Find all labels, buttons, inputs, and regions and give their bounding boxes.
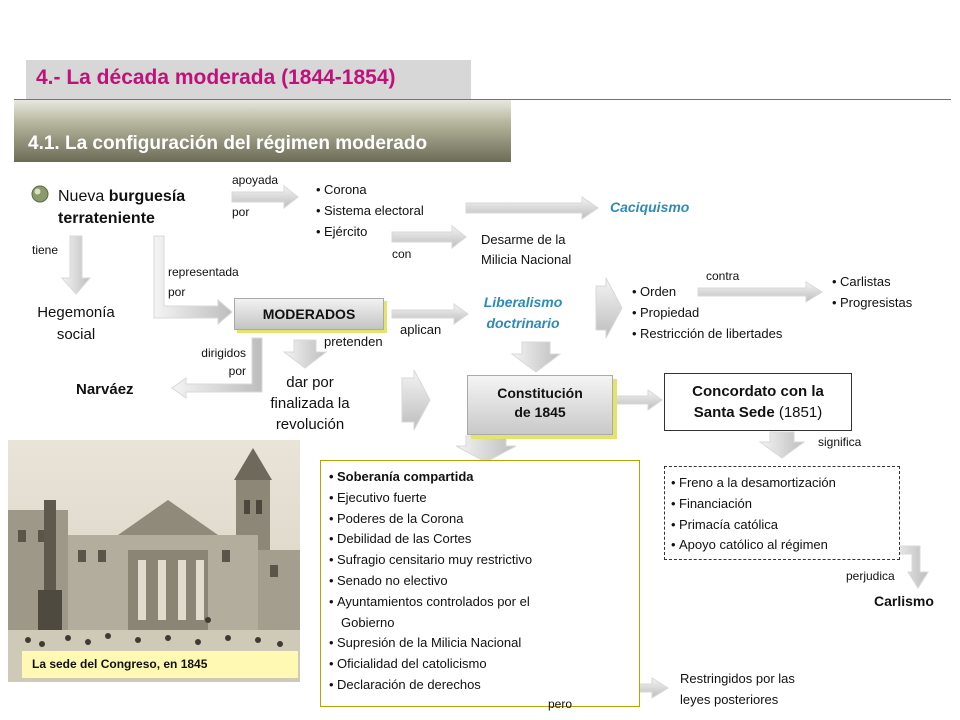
orden-item: • Restricción de libertades xyxy=(632,324,782,345)
carlismo-label: Carlismo xyxy=(874,593,934,609)
orden-item: • Orden xyxy=(632,282,782,303)
label-apoyada-por: por xyxy=(232,205,250,219)
enemigo-item: • Carlistas xyxy=(832,272,912,293)
concordato-label: Concordato con la Santa Sede (1851) xyxy=(692,383,824,421)
apoyo-item: • Sistema electoral xyxy=(316,201,424,222)
feature-item: • Oficialidad del catolicismo xyxy=(329,654,532,675)
feature-item: • Ejecutivo fuerte xyxy=(329,488,532,509)
effect-item: • Apoyo católico al régimen xyxy=(671,535,836,556)
hegemonia-label: Hegemonía social xyxy=(37,304,115,343)
label-contra: contra xyxy=(706,269,740,283)
feature-item: • Senado no electivo xyxy=(329,571,532,592)
orden-item: • Propiedad xyxy=(632,303,782,324)
feature-item: • Declaración de derechos xyxy=(329,675,532,696)
apoyos-list xyxy=(316,180,424,242)
feature-item: • Poderes de la Corona xyxy=(329,509,532,530)
orden-list xyxy=(632,282,782,344)
constitucion-features-box xyxy=(320,460,640,707)
moderados-box xyxy=(234,298,384,330)
burguesia-label: Nueva burguesía terrateniente xyxy=(58,188,186,227)
effect-item: • Freno a la desamortización xyxy=(671,473,836,494)
arrow-liberalismo-orden xyxy=(596,278,622,338)
label-dirigidos: dirigidos por xyxy=(201,346,246,378)
enemigos-list xyxy=(832,272,912,314)
moderados-label: MODERADOS xyxy=(262,306,356,322)
concordato-effects-list xyxy=(671,473,836,556)
congreso-illustration xyxy=(8,440,300,682)
feature-item: • Debilidad de las Cortes xyxy=(329,529,532,550)
constitucion-box xyxy=(467,375,613,435)
label-tiene: tiene xyxy=(32,243,59,257)
congreso-image xyxy=(8,440,300,682)
label-aplican: aplican xyxy=(400,322,442,337)
arrow-caciquismo xyxy=(466,197,598,219)
narvaez-label: Narváez xyxy=(76,381,134,398)
apoyo-item: • Ejército xyxy=(316,222,424,243)
caciquismo-label: Caciquismo xyxy=(610,199,690,215)
concordato-box xyxy=(664,373,852,431)
restringidos-label: Restringidos por las leyes posteriores xyxy=(680,671,795,707)
image-caption: La sede del Congreso, en 1845 xyxy=(32,657,208,671)
section-title: 4.- La década moderada (1844-1854) xyxy=(36,66,396,89)
arrow-finalizar-constitucion xyxy=(402,370,430,430)
feature-item: • Sufragio censitario muy restrictivo xyxy=(329,550,532,571)
label-pretenden: pretenden xyxy=(324,334,383,349)
apoyo-item: • Corona xyxy=(316,180,424,201)
arrow-constitucion-soberania xyxy=(456,436,516,462)
arrow-significa xyxy=(760,432,804,458)
label-representada: representada por xyxy=(168,265,239,299)
arrow-tiene xyxy=(62,236,90,294)
image-caption-box xyxy=(22,651,298,678)
feature-item: • Ayuntamientos controlados por el xyxy=(329,592,532,613)
label-perjudica: perjudica xyxy=(846,569,895,583)
feature-item-continued: Gobierno xyxy=(341,614,395,630)
arrow-pretenden xyxy=(284,340,326,368)
liberalismo-label: Liberalismo doctrinario xyxy=(483,294,563,331)
feature-item: • Soberanía compartida xyxy=(329,467,532,488)
finalizar-label: dar por finalizada la revolución xyxy=(270,374,350,433)
arrow-constitucion-concordato xyxy=(614,390,662,410)
arrow-aplican xyxy=(392,304,468,324)
constitucion-features-list xyxy=(329,467,532,696)
enemigo-item: • Progresistas xyxy=(832,293,912,314)
label-significa: significa xyxy=(818,435,862,449)
bullet-ball-icon xyxy=(30,184,50,204)
effect-item: • Primacía católica xyxy=(671,515,836,536)
effect-item: • Financiación xyxy=(671,494,836,515)
subsection-title: 4.1. La configuración del régimen moderado xyxy=(28,133,428,154)
label-pero: pero xyxy=(548,697,573,711)
label-apoyada: apoyada xyxy=(232,173,279,187)
label-con: con xyxy=(392,247,412,261)
arrow-liberalismo-constitucion xyxy=(512,342,560,372)
constitucion-label: Constitución de 1845 xyxy=(497,385,583,420)
desarme-label: Desarme de la Milicia Nacional xyxy=(481,232,572,267)
feature-item: • Supresión de la Milicia Nacional xyxy=(329,633,532,654)
concordato-effects-box xyxy=(664,466,900,560)
